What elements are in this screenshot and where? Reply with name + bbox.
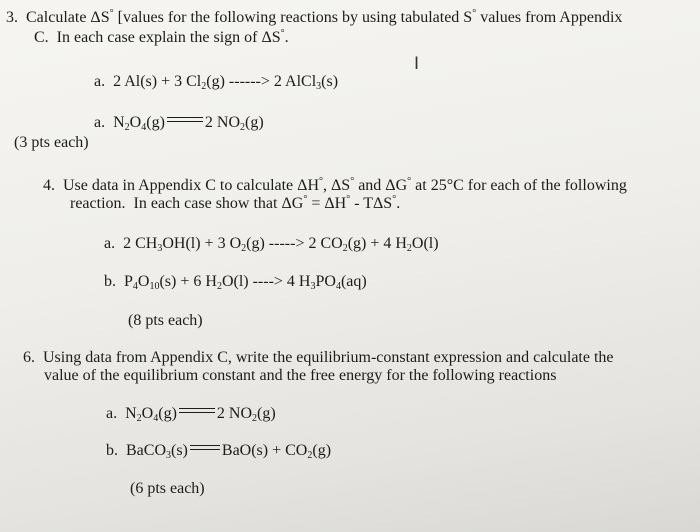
q4-prompt-line2: reaction. In each case show that ΔG° = ΔH° - TΔS°. xyxy=(70,194,401,212)
q4-points: (8 pts each) xyxy=(128,312,203,329)
q4-prompt-line1: 4. Use data in Appendix C to calculate ΔH°, ΔS° and ΔG° at 25°C for each of the following xyxy=(43,176,627,194)
equilibrium-arrow-icon xyxy=(167,115,203,125)
q3-reaction-b: a. $N_2O_4(g)$ 2 $NO_2(g)$ xyxy=(94,114,264,133)
q6-prompt-line2: value of the equilibrium constant and the free energy for the following reactions xyxy=(44,367,557,384)
text-cursor-icon: I xyxy=(414,54,420,74)
q6-reaction-a: a. $N_2O_4(g)$ 2 $NO_2(g)$ xyxy=(106,405,276,424)
q6-b-label: b. xyxy=(106,442,118,459)
q3-points: (3 pts each) xyxy=(14,134,89,151)
equilibrium-arrow-icon xyxy=(179,406,215,416)
q4-reaction-a: a. 2 $CH_3OH(l) + 3$ $O_2(g)$ -----> 2 $CO_2(g) + 4$ $H_2O(l)$ xyxy=(104,235,439,254)
q6-prompt-line1: 6. Using data from Appendix C, write the equilibrium-constant expression and calculate the xyxy=(23,349,614,366)
q6-points: (6 pts each) xyxy=(130,480,205,497)
q3-prompt-line2: C. In each case explain the sign of ΔS°. xyxy=(34,28,289,46)
q6-a-label: a. xyxy=(106,405,118,422)
equilibrium-arrow-icon xyxy=(190,443,220,453)
q3-a-label: a. xyxy=(94,73,106,90)
q4-a-label: a. xyxy=(104,235,116,252)
q3-prompt-line1: 3. Calculate ΔS° [values for the following reactions by using tabulated S° values from Appendix xyxy=(6,8,623,26)
q6-reaction-b: b. BaCO$_3$(s) $BaO(s) + CO_2(g)$ xyxy=(106,442,332,461)
q3-number: 3. xyxy=(6,9,18,26)
q4-b-label: b. xyxy=(104,273,116,290)
q3-reaction-a: a. 2 Al(s) + 3 $Cl_2(g)$ ------> 2 AlCl$_3$(s) xyxy=(94,73,339,92)
q3-b-label: a. xyxy=(94,114,106,131)
q4-reaction-b: b. $P_4O_{10}(s) + 6$ $H_2O(l)$ ----> 4 $H_3PO_4(aq)$ xyxy=(104,273,367,292)
